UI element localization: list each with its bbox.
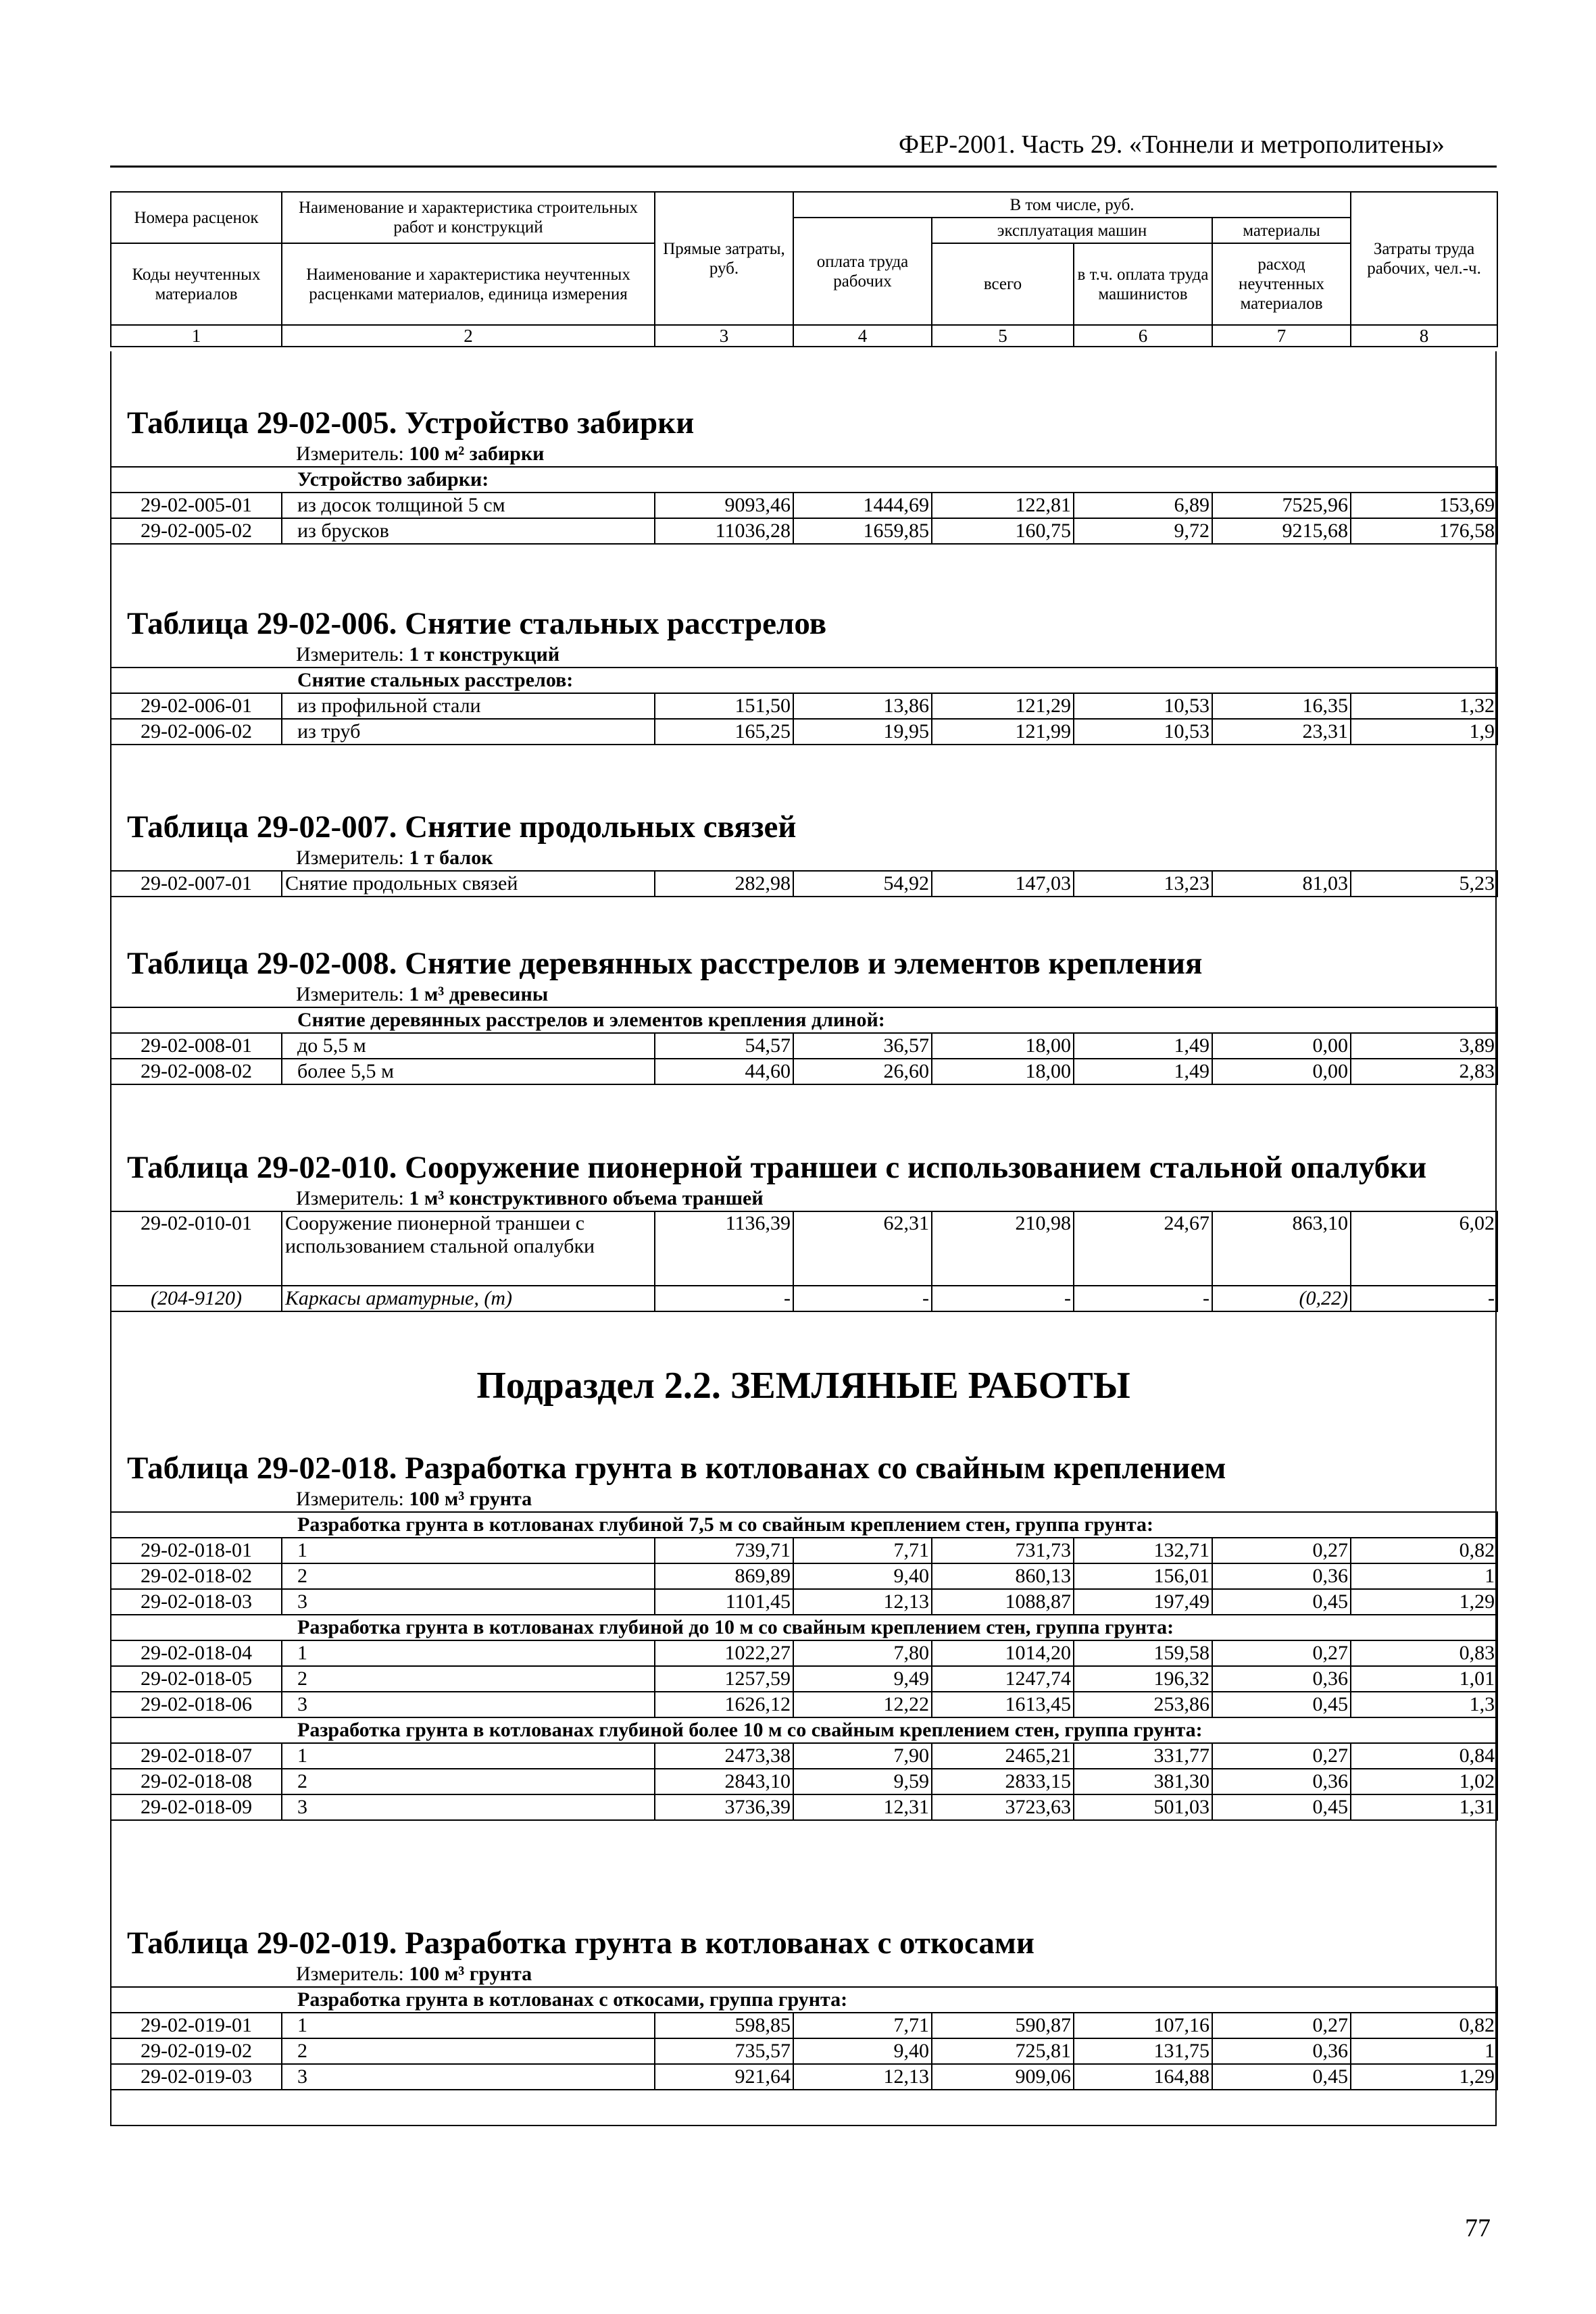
header-rule [110,166,1497,168]
table-cell: 121,99 [932,719,1074,745]
table-cell: 18,00 [932,1033,1074,1059]
col-number: 1 [111,325,282,347]
table-cell: 1,01 [1351,1666,1497,1692]
column-header-table [110,191,1498,347]
table-cell: 153,69 [1351,493,1497,518]
unit-value: 1 т конструкций [409,643,560,665]
table-cell: 1,3 [1351,1692,1497,1717]
table-cell: 381,30 [1074,1769,1212,1794]
col-number: 5 [932,325,1074,347]
table-cell: 863,10 [1212,1211,1351,1286]
table-cell: 0,27 [1212,1743,1351,1769]
table-unit [296,1487,1497,1511]
table-cell: 1 [282,1743,655,1769]
table-row [111,493,1497,518]
col-machines-operators-header: в т.ч. оплата труда машинистов [1074,243,1212,325]
table-cell: 0,45 [1212,1589,1351,1615]
table-subheader: Устройство забирки: [111,467,1497,493]
table-cell: 29-02-005-01 [111,493,282,518]
table-row [111,1059,1497,1084]
table-cell: 1,32 [1351,693,1497,719]
table-29-02-006 [110,605,1497,745]
table-cell: 0,00 [1212,1033,1351,1059]
unit-label: Измеритель: [296,643,404,665]
table-cell: 0,36 [1212,1563,1351,1589]
unit-value: 1 м³ древесины [409,983,549,1005]
table-title: Таблица 29-02-005. Устройство забирки [127,405,695,441]
col-direct-costs-header: Прямые затраты, руб. [655,192,793,325]
table-cell: 10,53 [1074,693,1212,719]
table-cell: - [932,1286,1074,1311]
table-cell: 29-02-018-03 [111,1589,282,1615]
table-cell: 501,03 [1074,1794,1212,1820]
table-cell: 12,13 [793,2064,932,2090]
table-cell: 7,71 [793,1538,932,1563]
table-cell: 12,31 [793,1794,932,1820]
table-cell: - [655,1286,793,1311]
table-cell: (0,22) [1212,1286,1351,1311]
table-cell: 9,72 [1074,518,1212,544]
unit-value: 100 м³ грунта [409,1488,532,1510]
table-cell: 2 [282,1563,655,1589]
table-title: Таблица 29-02-007. Снятие продольных связей [127,809,797,845]
table-row-material [111,1286,1497,1311]
table-cell: 1 [1351,2038,1497,2064]
col-number: 4 [793,325,932,347]
table-cell: 2 [282,1769,655,1794]
table-cell: 131,75 [1074,2038,1212,2064]
table-cell: 331,77 [1074,1743,1212,1769]
table-cell: 29-02-019-02 [111,2038,282,2064]
unit-value: 1 т балок [409,847,493,869]
table-cell: 0,36 [1212,1666,1351,1692]
table-row [111,1666,1497,1692]
table-cell: 156,01 [1074,1563,1212,1589]
table-cell: 9215,68 [1212,518,1351,544]
col-materials-header: материалы [1212,218,1351,243]
table-cell: (204-9120) [111,1286,282,1311]
table-cell: 2,83 [1351,1059,1497,1084]
table-cell: 1,49 [1074,1059,1212,1084]
table-row [111,2038,1497,2064]
unit-label: Измеритель: [296,1488,404,1510]
col-materials-sub-header: расход неучтенных материалов [1212,243,1351,325]
table-cell: 739,71 [655,1538,793,1563]
table-cell: 12,22 [793,1692,932,1717]
table-row [111,1769,1497,1794]
table-cell: 598,85 [655,2013,793,2038]
table-row [111,1692,1497,1717]
table-row [111,1538,1497,1563]
table-unit [296,1186,1497,1211]
table-row [111,2064,1497,2090]
table-cell: 253,86 [1074,1692,1212,1717]
table-row [111,871,1497,897]
table-cell: 54,92 [793,871,932,897]
table-cell: 29-02-010-01 [111,1211,282,1286]
table-cell: 2473,38 [655,1743,793,1769]
table-cell: 2833,15 [932,1769,1074,1794]
table-cell: 29-02-018-08 [111,1769,282,1794]
table-cell: 23,31 [1212,719,1351,745]
table-cell: 6,89 [1074,493,1212,518]
table-subheader: Разработка грунта в котлованах с откосами, группа грунта: [111,1987,1497,2013]
table-cell: 29-02-006-01 [111,693,282,719]
table-title: Таблица 29-02-018. Разработка грунта в котлованах со свайным креплением [127,1451,1226,1486]
table-cell: 1,02 [1351,1769,1497,1794]
table-cell: Снятие продольных связей [282,871,655,897]
table-cell: из брусков [282,518,655,544]
table-cell: 0,82 [1351,2013,1497,2038]
table-29-02-005 [110,404,1497,545]
table-cell: 7,90 [793,1743,932,1769]
table-cell: 151,50 [655,693,793,719]
subsection-title: Подраздел 2.2. ЗЕМЛЯНЫЕ РАБОТЫ [476,1365,1130,1407]
table-row [111,693,1497,719]
table-cell: 1247,74 [932,1666,1074,1692]
table-29-02-010 [110,1149,1497,1312]
table-cell: 29-02-018-06 [111,1692,282,1717]
table-cell: 160,75 [932,518,1074,544]
table-cell: 44,60 [655,1059,793,1084]
table-cell: 1022,27 [655,1640,793,1666]
table-cell: 1 [282,1640,655,1666]
table-cell: 282,98 [655,871,793,897]
table-cell: 13,86 [793,693,932,719]
table-cell: 29-02-018-02 [111,1563,282,1589]
table-cell: 1136,39 [655,1211,793,1286]
table-cell: 147,03 [932,871,1074,897]
table-cell: 29-02-019-03 [111,2064,282,2090]
table-cell: 19,95 [793,719,932,745]
table-cell: 1,29 [1351,2064,1497,2090]
table-unit [296,846,1497,870]
table-cell: 1257,59 [655,1666,793,1692]
table-unit [296,643,1497,667]
table-cell: 29-02-008-01 [111,1033,282,1059]
table-29-02-008 [110,945,1497,1085]
table-cell: 9,49 [793,1666,932,1692]
table-29-02-018 [110,1449,1497,1821]
table-cell: 3 [282,1589,655,1615]
table-unit [296,982,1497,1007]
table-cell: 909,06 [932,2064,1074,2090]
table-cell: 1088,87 [932,1589,1074,1615]
table-cell: 3723,63 [932,1794,1074,1820]
table-cell: 197,49 [1074,1589,1212,1615]
table-cell: 590,87 [932,2013,1074,2038]
col-number: 8 [1351,325,1497,347]
table-row [111,1033,1497,1059]
table-cell: 196,32 [1074,1666,1212,1692]
table-cell: Каркасы арматурные, (т) [282,1286,655,1311]
table-cell: 1444,69 [793,493,932,518]
table-cell: 3 [282,1794,655,1820]
table-subheader: Снятие стальных расстрелов: [111,668,1497,693]
table-cell: 860,13 [932,1563,1074,1589]
table-rows [110,870,1498,897]
table-cell: 12,13 [793,1589,932,1615]
table-cell: 36,57 [793,1033,932,1059]
unit-label: Измеритель: [296,847,404,869]
table-cell: 81,03 [1212,871,1351,897]
table-cell: 29-02-005-02 [111,518,282,544]
table-cell: 29-02-018-05 [111,1666,282,1692]
table-cell: 121,29 [932,693,1074,719]
table-cell: 164,88 [1074,2064,1212,2090]
table-title: Таблица 29-02-010. Сооружение пионерной траншеи с использованием стальной опалубки [127,1150,1427,1185]
table-unit [296,1962,1497,1986]
table-cell: 1101,45 [655,1589,793,1615]
table-title: Таблица 29-02-006. Снятие стальных расстрелов [127,606,827,641]
table-cell: 11036,28 [655,518,793,544]
table-title: Таблица 29-02-019. Разработка грунта в котлованах с откосами [127,1926,1035,1961]
table-cell: 0,00 [1212,1059,1351,1084]
table-rows [110,1986,1498,2090]
table-cell: 5,23 [1351,871,1497,897]
table-cell: 29-02-018-04 [111,1640,282,1666]
table-row [111,1211,1497,1286]
table-cell: 3736,39 [655,1794,793,1820]
table-cell: 0,82 [1351,1538,1497,1563]
table-cell: 132,71 [1074,1538,1212,1563]
unit-value: 100 м³ грунта [409,1963,532,1985]
table-cell: 0,45 [1212,1692,1351,1717]
table-subheader: Разработка грунта в котлованах глубиной до 10 м со свайным креплением стен, группа грунта: [111,1615,1497,1640]
unit-label: Измеритель: [296,1187,404,1209]
table-cell: 1659,85 [793,518,932,544]
table-cell: 29-02-008-02 [111,1059,282,1084]
col-material-codes-header: Коды неучтенных материалов [111,243,282,325]
table-cell: из профильной стали [282,693,655,719]
table-cell: - [1074,1286,1212,1311]
table-cell: 2 [282,1666,655,1692]
table-cell: из труб [282,719,655,745]
table-cell: 24,67 [1074,1211,1212,1286]
table-cell: 2 [282,2038,655,2064]
table-cell: 735,57 [655,2038,793,2064]
table-cell: 1014,20 [932,1640,1074,1666]
table-cell: 1 [282,2013,655,2038]
table-cell: 210,98 [932,1211,1074,1286]
table-subheader: Разработка грунта в котлованах глубиной 7,5 м со свайным креплением стен, группа грунта: [111,1512,1497,1538]
table-cell: 9,40 [793,1563,932,1589]
table-cell: 10,53 [1074,719,1212,745]
table-cell: 29-02-006-02 [111,719,282,745]
table-cell: 0,27 [1212,2013,1351,2038]
table-subheader: Разработка грунта в котлованах глубиной более 10 м со свайным креплением стен, группа грунта: [111,1717,1497,1743]
table-cell: 1,49 [1074,1033,1212,1059]
col-machines-header: эксплуатация машин [932,218,1212,243]
table-29-02-019 [110,1924,1497,2090]
col-number: 6 [1074,325,1212,347]
table-cell: 107,16 [1074,2013,1212,2038]
running-header: ФЕР-2001. Часть 29. «Тоннели и метрополитены» [899,130,1445,159]
table-cell: 1 [282,1538,655,1563]
table-cell: 1626,12 [655,1692,793,1717]
table-cell: 13,23 [1074,871,1212,897]
unit-label: Измеритель: [296,1963,404,1985]
table-cell: 1,9 [1351,719,1497,745]
table-cell: 16,35 [1212,693,1351,719]
table-cell: 165,25 [655,719,793,745]
unit-label: Измеритель: [296,983,404,1005]
table-cell: 0,45 [1212,1794,1351,1820]
unit-value: 100 м² забирки [409,443,545,465]
table-cell: 3 [282,1692,655,1717]
table-rows [110,1007,1498,1085]
table-cell: 1613,45 [932,1692,1074,1717]
table-cell: 869,89 [655,1563,793,1589]
table-cell: 2843,10 [655,1769,793,1794]
table-title: Таблица 29-02-008. Снятие деревянных расстрелов и элементов крепления [127,946,1203,981]
col-number: 2 [282,325,655,347]
table-cell: 54,57 [655,1033,793,1059]
unit-label: Измеритель: [296,443,404,465]
table-cell: 2465,21 [932,1743,1074,1769]
table-cell: 122,81 [932,493,1074,518]
table-cell: 29-02-018-07 [111,1743,282,1769]
col-number: 7 [1212,325,1351,347]
table-row [111,518,1497,544]
table-cell: 26,60 [793,1059,932,1084]
table-rows [110,1211,1498,1312]
table-cell: 7,80 [793,1640,932,1666]
table-cell: Сооружение пионерной траншеи с использованием стальной опалубки [282,1211,655,1286]
col-labor-cost-header: Затраты труда рабочих, чел.-ч. [1351,192,1497,325]
page-number: 77 [1465,2214,1491,2242]
table-cell: 1,31 [1351,1794,1497,1820]
table-cell: 9093,46 [655,493,793,518]
col-name-header: Наименование и характеристика строительных работ и конструкций [282,192,655,243]
col-machines-total-header: всего [932,243,1074,325]
col-labor-pay-header: оплата труда рабочих [793,218,932,325]
table-cell: 731,73 [932,1538,1074,1563]
table-cell: 0,27 [1212,1538,1351,1563]
col-including-header: В том числе, руб. [793,192,1351,218]
table-cell: 7525,96 [1212,493,1351,518]
col-code-header: Номера расценок [111,192,282,243]
table-row [111,1794,1497,1820]
table-cell: 29-02-018-01 [111,1538,282,1563]
table-cell: 0,84 [1351,1743,1497,1769]
table-cell: 921,64 [655,2064,793,2090]
table-row [111,1743,1497,1769]
col-number: 3 [655,325,793,347]
table-29-02-007 [110,808,1497,897]
table-cell: 9,59 [793,1769,932,1794]
table-cell: 1,29 [1351,1589,1497,1615]
table-cell: 7,71 [793,2013,932,2038]
table-rows [110,1511,1498,1821]
table-cell: 29-02-019-01 [111,2013,282,2038]
table-cell: из досок толщиной 5 см [282,493,655,518]
table-cell: более 5,5 м [282,1059,655,1084]
table-cell: 6,02 [1351,1211,1497,1286]
table-subheader: Снятие деревянных расстрелов и элементов крепления длиной: [111,1007,1497,1033]
table-cell: 725,81 [932,2038,1074,2064]
table-cell: 3,89 [1351,1033,1497,1059]
table-cell: 3 [282,2064,655,2090]
table-cell: - [1351,1286,1497,1311]
table-cell: 0,36 [1212,1769,1351,1794]
table-cell: 18,00 [932,1059,1074,1084]
table-cell: 0,83 [1351,1640,1497,1666]
table-cell: 159,58 [1074,1640,1212,1666]
table-cell: - [793,1286,932,1311]
table-cell: 62,31 [793,1211,932,1286]
table-row [111,719,1497,745]
col-material-names-header: Наименование и характеристика неучтенных расценками материалов, единица измерения [282,243,655,325]
table-cell: 1 [1351,1563,1497,1589]
table-cell: 29-02-007-01 [111,871,282,897]
table-row [111,2013,1497,2038]
table-unit [296,442,1497,466]
table-row [111,1589,1497,1615]
table-rows [110,466,1498,545]
table-rows [110,667,1498,745]
table-row [111,1563,1497,1589]
table-cell: 0,36 [1212,2038,1351,2064]
table-cell: 9,40 [793,2038,932,2064]
table-cell: 29-02-018-09 [111,1794,282,1820]
table-cell: 0,45 [1212,2064,1351,2090]
table-row [111,1640,1497,1666]
table-cell: 0,27 [1212,1640,1351,1666]
table-cell: 176,58 [1351,518,1497,544]
table-cell: до 5,5 м [282,1033,655,1059]
unit-value: 1 м³ конструктивного объема траншей [409,1187,764,1209]
